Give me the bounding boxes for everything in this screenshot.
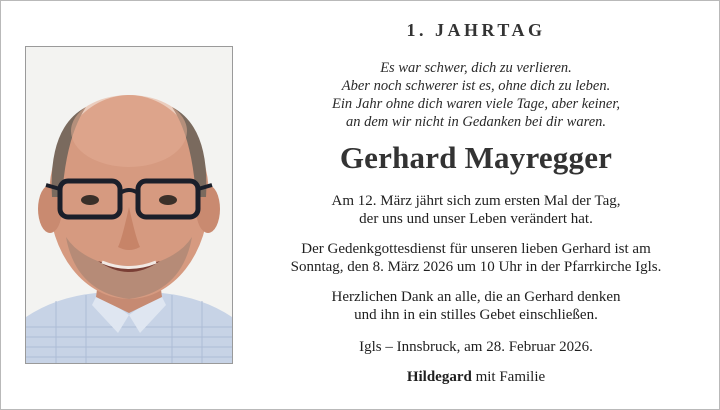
paragraph-3-line-2: und ihn in ein stilles Gebet einschließen. xyxy=(354,307,598,323)
paragraph-2-line-2: Sonntag, den 8. März 2026 um 10 Uhr in der Pfarrkirche Igls. xyxy=(290,259,662,275)
poem-line-4: an dem wir nicht in Gedanken bei dir waren. xyxy=(345,114,607,130)
poem-line-1: Es war schwer, dich zu verlieren. xyxy=(380,60,572,76)
deceased-name: Gerhard Mayregger xyxy=(339,140,613,175)
paragraph-1-line-1: Am 12. März jährt sich zum ersten Mal der Tag, xyxy=(331,193,621,209)
signature-suffix: mit Familie xyxy=(471,369,546,385)
signature xyxy=(232,369,720,386)
text-column xyxy=(232,0,720,410)
poem-line-3: Ein Jahr ohne dich waren viele Tage, aber keiner, xyxy=(331,96,621,112)
paragraph-3-line-1: Herzlichen Dank an alle, die an Gerhard denken xyxy=(331,289,621,305)
paragraph-1-line-2: der uns und unser Leben verändert hat. xyxy=(359,211,593,227)
poem-line-2: Aber noch schwerer ist es, ohne dich zu leben. xyxy=(341,78,611,94)
place-date: Igls – Innsbruck, am 28. Februar 2026. xyxy=(359,339,593,355)
anniversary-heading: 1. JAHRTAG xyxy=(406,20,546,40)
paragraph-2-line-1: Der Gedenkgottesdienst für unseren lieben Gerhard ist am xyxy=(301,241,651,257)
signature-name: Hildegard xyxy=(406,369,472,385)
portrait-photo xyxy=(25,46,233,364)
